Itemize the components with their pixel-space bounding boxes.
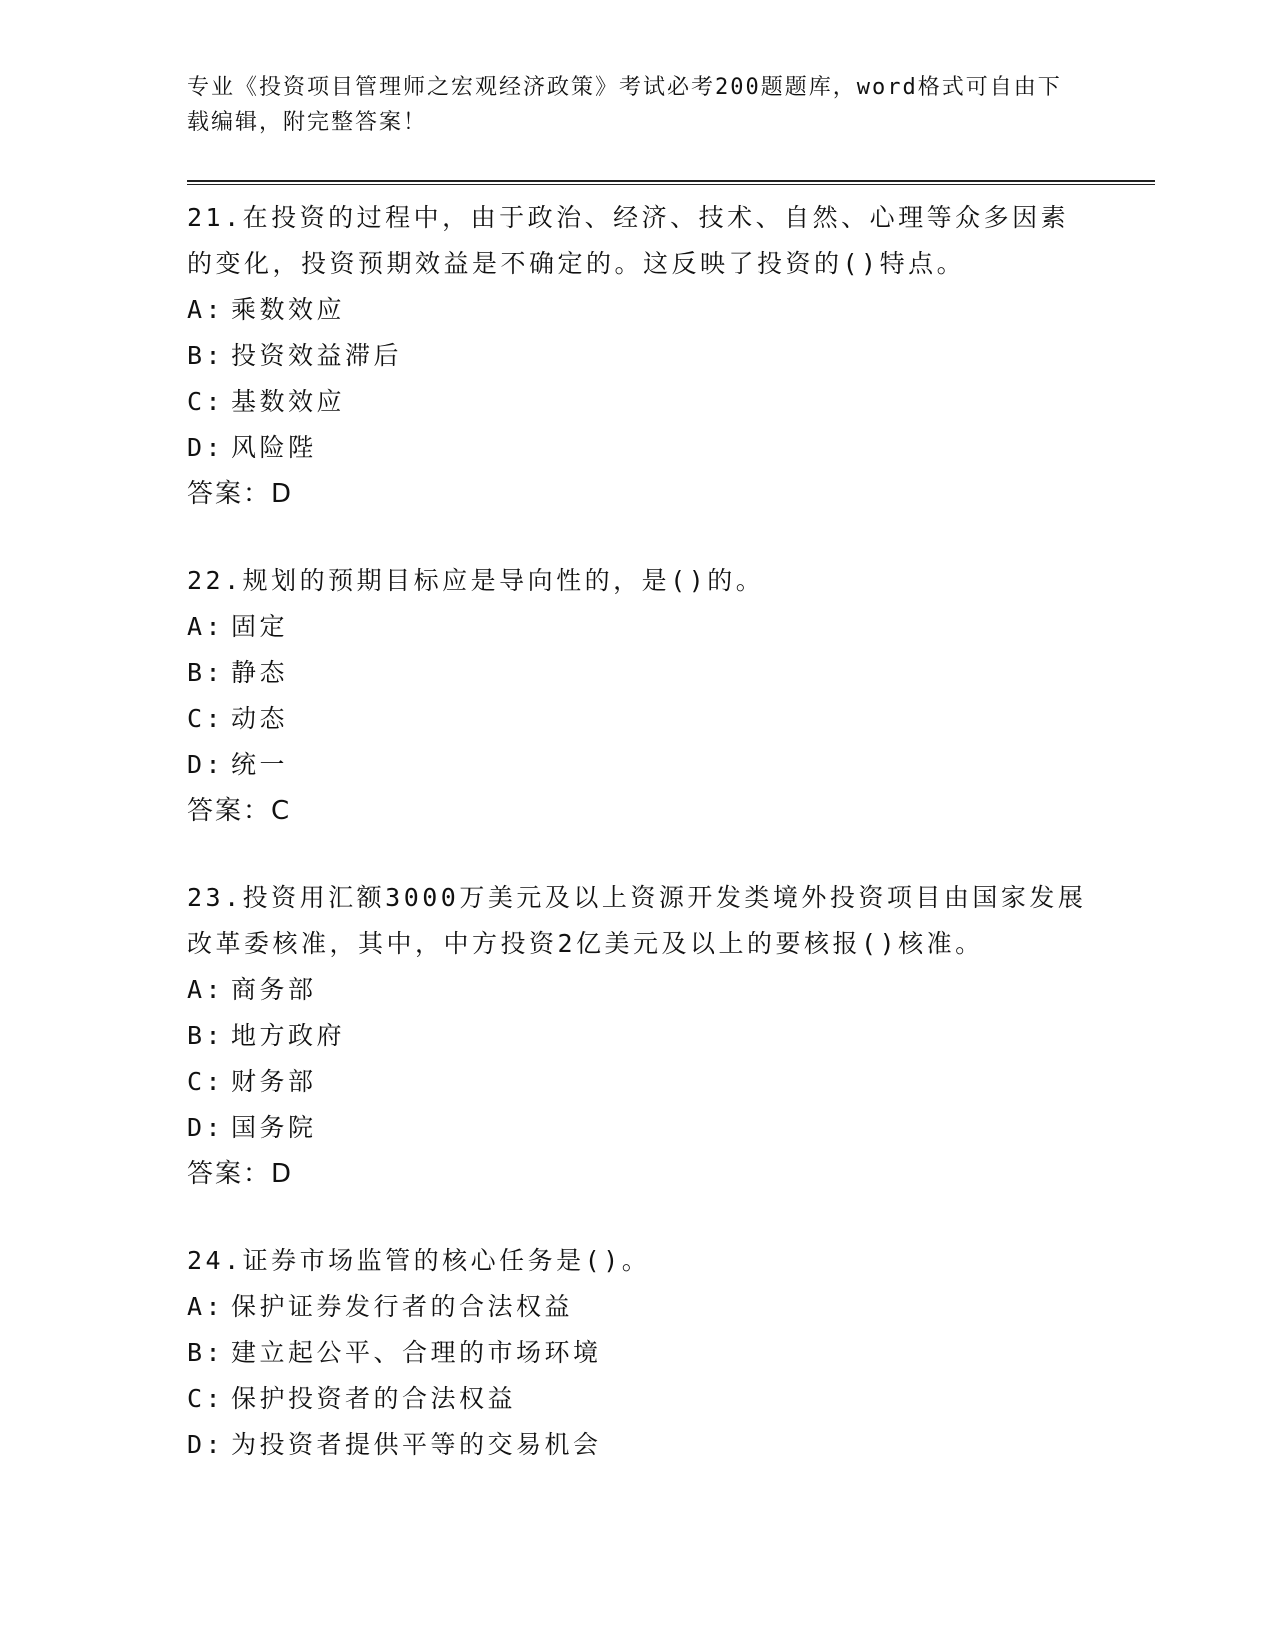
option-d [187, 425, 1155, 471]
option-letter: B: [187, 341, 225, 370]
option-c [187, 1059, 1155, 1105]
option-b [187, 650, 1155, 696]
question-stem: 22.规划的预期目标应是导向性的，是()的。 [187, 566, 765, 595]
option-letter: C: [187, 704, 225, 733]
answer-line: 答案：D [187, 1159, 294, 1189]
option-letter: A: [187, 612, 225, 641]
answer-line: 答案：C [187, 796, 292, 826]
option-text: 固定 [231, 612, 289, 641]
question-22 [187, 558, 1155, 834]
document-header: 专业《投资项目管理师之宏观经济政策》考试必考200题题库，word格式可自由下载编辑，附完整答案！ [187, 75, 1062, 135]
option-text: 商务部 [231, 975, 317, 1004]
option-a [187, 287, 1155, 333]
question-23 [187, 875, 1155, 1197]
option-b [187, 1330, 1155, 1376]
question-stem: 21.在投资的过程中，由于政治、经济、技术、自然、心理等众多因素的变化，投资预期效益是不确定的。这反映了投资的()特点。 [187, 203, 1070, 278]
option-letter: A: [187, 975, 225, 1004]
option-text: 为投资者提供平等的交易机会 [231, 1430, 602, 1459]
option-letter: C: [187, 1067, 225, 1096]
option-d [187, 1105, 1155, 1151]
option-c [187, 696, 1155, 742]
option-text: 动态 [231, 704, 289, 733]
option-letter: B: [187, 1021, 225, 1050]
question-stem: 24.证券市场监管的核心任务是()。 [187, 1246, 651, 1275]
option-text: 财务部 [231, 1067, 317, 1096]
option-text: 地方政府 [231, 1021, 346, 1050]
option-b [187, 333, 1155, 379]
option-a [187, 1284, 1155, 1330]
option-letter: C: [187, 1384, 225, 1413]
option-a [187, 604, 1155, 650]
option-text: 乘数效应 [231, 295, 346, 324]
option-text: 投资效益滞后 [231, 341, 403, 370]
option-text: 建立起公平、合理的市场环境 [231, 1338, 602, 1367]
option-letter: D: [187, 433, 225, 462]
option-c [187, 1376, 1155, 1422]
option-letter: B: [187, 1338, 225, 1367]
option-text: 风险陛 [231, 433, 317, 462]
option-letter: B: [187, 658, 225, 687]
option-text: 国务院 [231, 1113, 317, 1142]
option-a [187, 967, 1155, 1013]
document-page [187, 70, 1155, 1468]
option-letter: A: [187, 1292, 225, 1321]
option-letter: A: [187, 295, 225, 324]
option-text: 保护投资者的合法权益 [231, 1384, 517, 1413]
header-divider [187, 180, 1155, 185]
option-letter: C: [187, 387, 225, 416]
question-24 [187, 1238, 1155, 1468]
option-letter: D: [187, 1113, 225, 1142]
option-text: 统一 [231, 750, 289, 779]
option-letter: D: [187, 1430, 225, 1459]
option-d [187, 742, 1155, 788]
question-21 [187, 195, 1155, 517]
option-d [187, 1422, 1155, 1468]
question-stem: 23.投资用汇额3000万美元及以上资源开发类境外投资项目由国家发展改革委核准，其中，中方投资2亿美元及以上的要核报()核准。 [187, 883, 1087, 958]
option-text: 保护证券发行者的合法权益 [231, 1292, 574, 1321]
option-text: 静态 [231, 658, 289, 687]
option-text: 基数效应 [231, 387, 346, 416]
option-b [187, 1013, 1155, 1059]
option-letter: D: [187, 750, 225, 779]
answer-line: 答案：D [187, 479, 294, 509]
option-c [187, 379, 1155, 425]
